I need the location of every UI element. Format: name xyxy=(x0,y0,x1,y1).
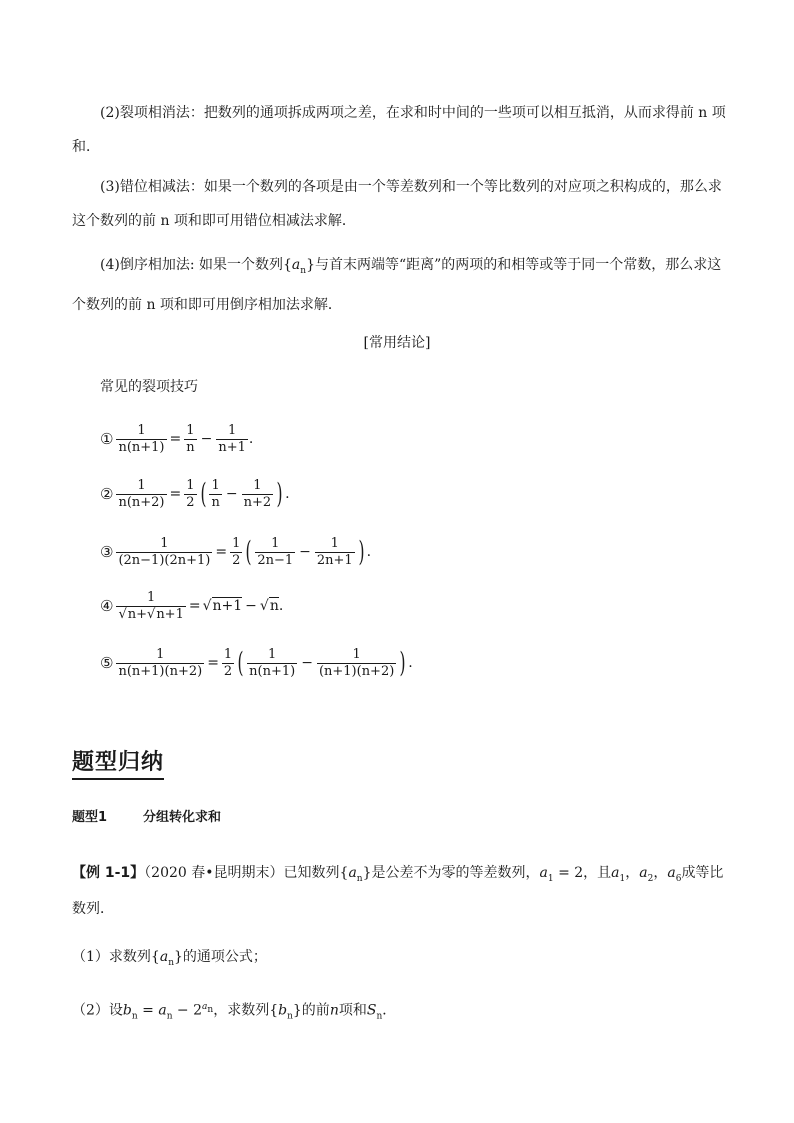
problem-type-label: 题型1 分组转化求和 xyxy=(72,810,222,825)
method-reverse-add: (4)倒序相加法: 如果一个数列$\{a_n\}$与首末两端等“距离”的两项的和相等或等于同一个常数，那么求这个数列的前 n 项和即可用倒序相加法求解． xyxy=(72,257,722,313)
question-2: （2）设$b_n = a_n - 2^{a_n}$，求数列$\{b_n\}$的前n项和$S_n$． xyxy=(72,1002,397,1022)
section-heading: 题型归纳 xyxy=(72,745,164,780)
example-1-1: 【例 1-1】（2020 春•昆明期末）已知数列$\{a_n\}$是公差不为零的等差数列，$a_1 = 2$，且$a_1$，$a_2$，$a_6$成等比数列． xyxy=(72,865,724,917)
fraction: $\frac{1}{n(n+1)}$ xyxy=(118,422,165,455)
formula-2: ② $\frac{1}{n(n+2)}$ = $\frac{1}{2}$ ( $\frac{1}{n}$ − $\frac{1}{n+2}$ ) . xyxy=(100,477,290,510)
method-split-cancel: (2)裂项相消法：把数列的通项拆成两项之差，在求和时中间的一些项可以相互抵消，从而求得前 n 项和． xyxy=(72,105,726,155)
method-shift-subtract: (3)错位相减法：如果一个数列的各项是由一个等差数列和一个等比数列的对应项之积构成的，那么求这个数列的前 n 项和即可用错位相减法求解． xyxy=(72,179,722,229)
formula-3: ③ $\frac{1}{(2n-1)(2n+1)}$ = $\frac{1}{2}$ ( $\frac{1}{2n-1}$ − $\frac{1}{2n+1}$ ) . xyxy=(100,535,372,568)
question-1: （1）求数列$\{a_n\}$的通项公式； xyxy=(72,949,267,968)
conclusion-title: [常用结论] xyxy=(363,335,431,351)
formula-5: ⑤ $\frac{1}{n(n+1)(n+2)}$ = $\frac{1}{2}$ ( $\frac{1}{n(n+1)}$ − $\frac{1}{(n+1)(n+2)}$ ) . xyxy=(100,646,413,679)
formula-4: ④ $\frac{1}{√n+√n+1}$ = √n+1 − √n . xyxy=(100,589,284,622)
split-techniques-title: 常见的裂项技巧 xyxy=(100,379,198,395)
formula-1: ① $\frac{1}{n(n+1)}$ = $\frac{1}{n}$ − $\frac{1}{n+1}$ . xyxy=(100,422,254,455)
